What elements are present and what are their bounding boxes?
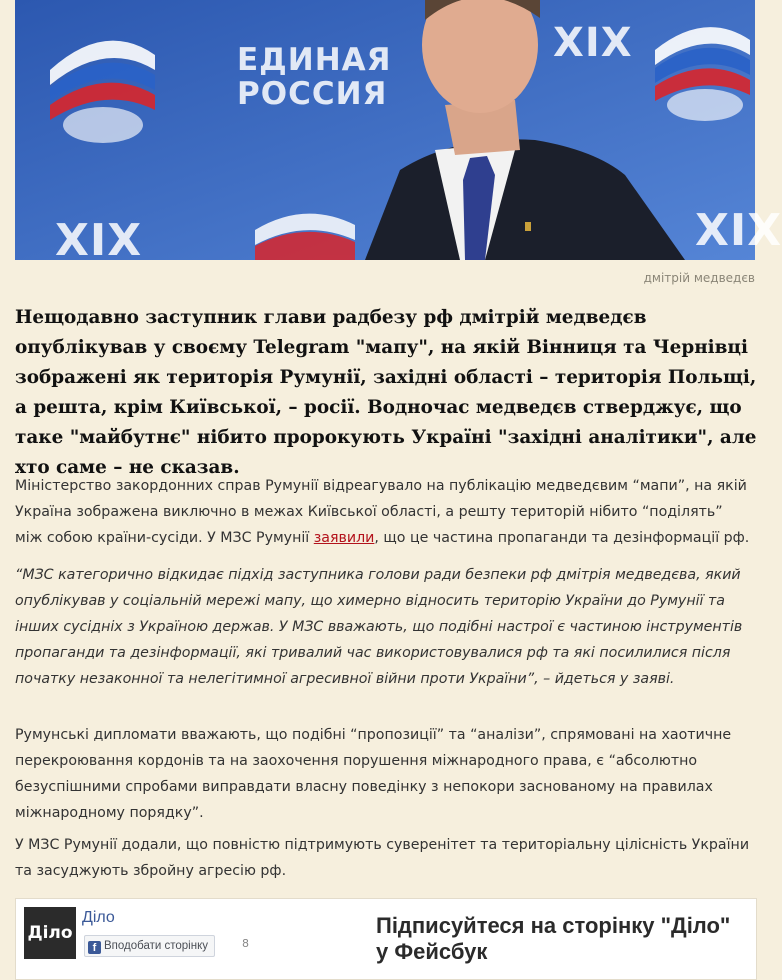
facebook-page-plugin [24,907,252,971]
article-quote: “МЗС категорично відкидає підхід заступника голови ради безпеки рф дмітрія медведєва, який опублікував у соціальній мережі мапу, що химерно відносить територію України до Румунії та інших сусідніх з Україною держав. У МЗС вважають, що подібні настрої є частиною інструментів пропаганди та дезінформації, які тривалий час використовувалися рф та які посилилися після початку незаконної та нелегітимної агресивної війни проти України”, – йдеться у заяві. [15,567,743,687]
paragraph-1-text-b: , що це частина пропаганди та дезінформації рф. [374,530,750,546]
backdrop-text-2: РОССИЯ [237,76,388,112]
backdrop-numerals-right: XIX [695,205,782,256]
backdrop-text-1: ЕДИНАЯ [237,42,392,78]
like-page-label: Вподобати сторінку [104,940,208,952]
article-paragraph-1 [15,473,753,551]
backdrop-numerals-left: XIX [55,215,143,266]
like-count: 8 [242,937,249,950]
article-lead: Нещодавно заступник глави радбезу рф дмітрій медведєв опублікував у своєму Telegram "мапу", на якій Вінниця та Чернівці зображені як територія Румунії, західні області – територія Польщі, а решта, крім Київської, – росії. Водночас медведєв стверджує, що таке "майбутнє" нібито пророкують Україні "західні аналітики", але хто саме – не сказав. [15,307,757,478]
photo-caption: дмітрій медведєв [643,271,755,285]
backdrop-numerals-top: XIX [553,20,633,66]
dilo-logo[interactable]: Діло [24,907,76,959]
article-photo [15,0,782,266]
article-paragraph-4: У МЗС Румунії додали, що повністю підтримують суверенітет та територіальну цілісність України та засуджують збройну агресію рф. [15,837,750,879]
promo-title: Підписуйтеся на сторінку "Діло" у Фейсбук [376,913,731,964]
paragraph-1-text-a: Міністерство закордонних справ Румунії відреагувало на публікацію медведєвим “мапи”, на якій Україна зображена виключно в межах Київської області, а решту територій нібито “поділять” між собою країни-сусіди. У МЗС Румунії [15,478,747,546]
facebook-page-name[interactable]: Діло [82,909,115,926]
article-paragraph-3: Румунські дипломати вважають, що подібні “пропозиції” та “аналізи”, спрямовані на хаотичне перекроювання кордонів та на заохочення порушення міжнародного права, є “абсолютно безуспішними спробами виправдати власну поведінку з непокори заснованому на правилах міжнародному порядку”. [15,727,732,821]
party-logo-right [655,27,750,121]
facebook-promo [15,898,757,980]
statement-link[interactable]: заявили [313,530,375,546]
like-page-button[interactable] [84,935,215,957]
facebook-icon: f [88,941,101,954]
